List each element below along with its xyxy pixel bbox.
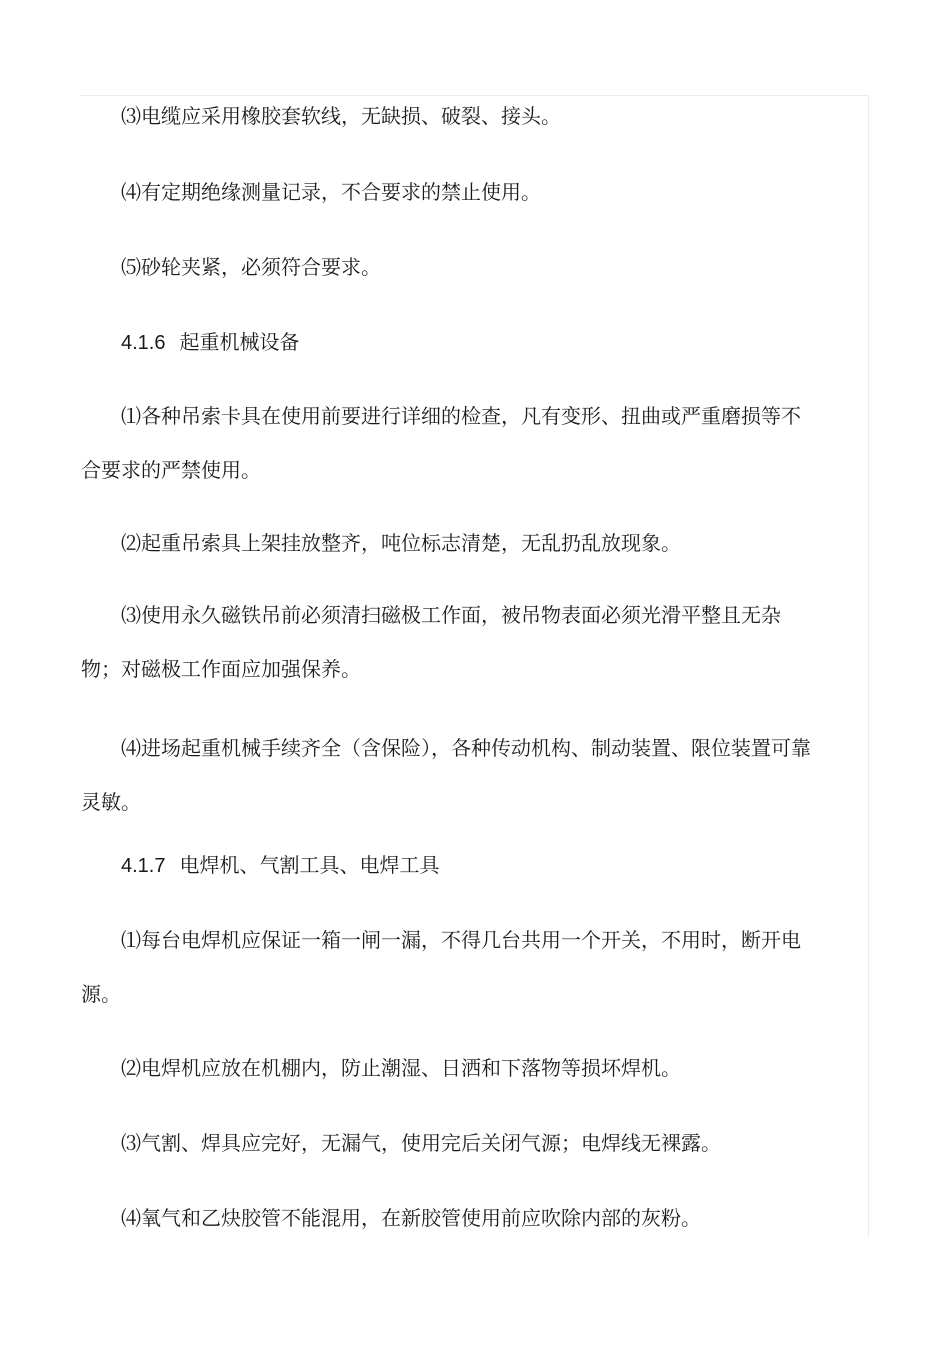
section-number: 4.1.6 <box>121 332 166 354</box>
paragraph-cable: ⑶电缆应采用橡胶套软线，无缺损、破裂、接头。 <box>121 104 561 128</box>
paragraph-insulation: ⑷有定期绝缘测量记录，不合要求的禁止使用。 <box>121 180 541 204</box>
paragraph-welder-shed: ⑵电焊机应放在机棚内，防止潮湿、日洒和下落物等损坏焊机。 <box>121 1056 681 1080</box>
section-heading-4-1-6 <box>121 327 299 358</box>
paragraph-gas-cutting: ⑶气割、焊具应完好，无漏气，使用完后关闭气源；电焊线无裸露。 <box>121 1131 721 1155</box>
paragraph-rigging-inspection: ⑴各种吊索卡具在使用前要进行详细的检查，凡有变形、扭曲或严重磨损等不合要求的严禁使用。 <box>81 404 801 482</box>
section-title: 起重机械设备 <box>179 330 300 354</box>
paragraph-magnet: ⑶使用永久磁铁吊前必须清扫磁极工作面，被吊物表面必须光滑平整且无杂物；对磁极工作面应加强保养。 <box>81 603 781 681</box>
paragraph-rigging-storage: ⑵起重吊索具上架挂放整齐，吨位标志清楚，无乱扔乱放现象。 <box>121 531 681 555</box>
paragraph-hoses: ⑷氧气和乙炔胶管不能混用，在新胶管使用前应吹除内部的灰粉。 <box>121 1206 701 1230</box>
paragraph-grinding-wheel: ⑸砂轮夹紧，必须符合要求。 <box>121 255 381 279</box>
section-heading-4-1-7 <box>121 850 439 881</box>
section-title: 电焊机、气割工具、电焊工具 <box>179 853 440 877</box>
paragraph-welder-switch: ⑴每台电焊机应保证一箱一闸一漏，不得几台共用一个开关，不用时，断开电源。 <box>81 928 801 1006</box>
paragraph-crane-entry: ⑷进场起重机械手续齐全（含保险），各种传动机构、制动装置、限位装置可靠灵敏。 <box>81 736 811 814</box>
section-number: 4.1.7 <box>121 855 166 877</box>
